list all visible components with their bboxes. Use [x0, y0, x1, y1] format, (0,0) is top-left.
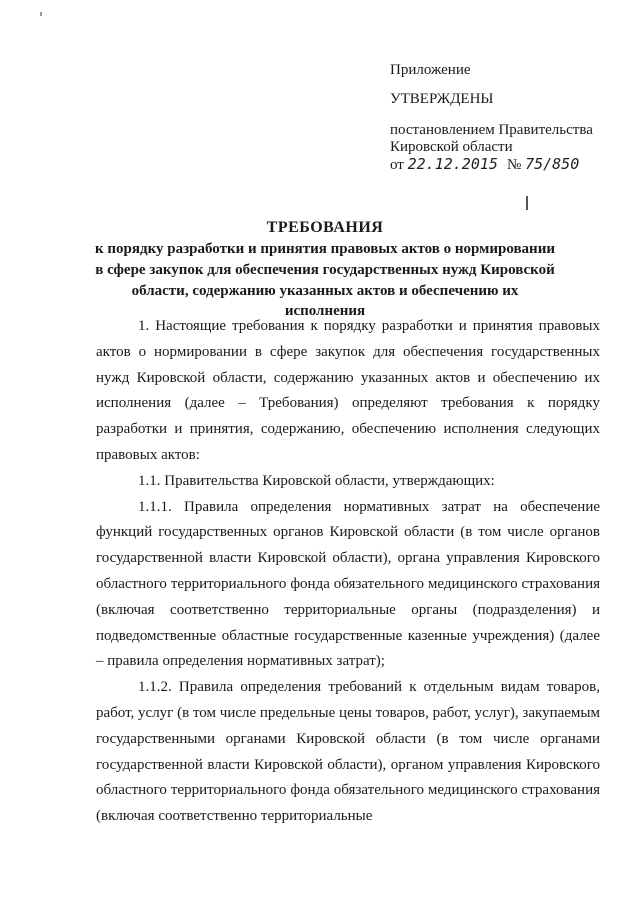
- paragraph-1-1: 1.1. Правительства Кировской области, утверждающих:: [138, 472, 495, 489]
- date-prefix: от: [390, 157, 404, 173]
- pen-stroke-mark: [526, 196, 528, 210]
- paragraph-1: 1. Настоящие требования к порядку разработки и принятия правовых актов о нормировании в сфере закупок для обеспечения государственных нужд Кировской области, содержанию указанных актов и обеспечению их исполнения (далее – Требования) определяют требования к порядку разработки и принятия, содержанию, обеспечению исполнения следующих правовых актов:: [96, 318, 600, 463]
- number-prefix: №: [507, 157, 522, 173]
- paragraph-1-1-1: 1.1.1. Правила определения нормативных затрат на обеспечение функций государственных органов Кировской области (в том числе органов государственной власти Кировской области), органа управления Кировского областного территориального фонда обязательного медицинского страхования (включая соответственно территориальные органы (подразделения) и подведомственные областные государственные казенные учреждения) (далее – правила определения нормативных затрат);: [96, 498, 600, 670]
- document-heading: [90, 218, 560, 321]
- decree-number-handwritten: 75/850: [525, 155, 580, 173]
- subtitle-line-1: к порядку разработки и принятия правовых актов о нормировании: [95, 241, 555, 257]
- subtitle-line-3: области, содержанию указанных актов и обеспечению их исполнения: [131, 283, 519, 319]
- scan-dot: [40, 12, 42, 16]
- appendix-label: Приложение: [390, 62, 471, 78]
- decree-date-line: [390, 156, 620, 174]
- document-title: ТРЕБОВАНИЯ: [266, 219, 384, 236]
- approval-stamp: [390, 62, 620, 174]
- document-body: [96, 314, 600, 830]
- subtitle-line-2: в сфере закупок для обеспечения государственных нужд Кировской: [95, 262, 555, 278]
- approved-by-line1: постановлением Правительства: [390, 122, 593, 138]
- approved-by-line2: Кировской области: [390, 139, 513, 155]
- paragraph-1-1-2: 1.1.2. Правила определения требований к отдельным видам товаров, работ, услуг (в том числе предельные цены товаров, работ, услуг), закупаемым государственными органами Кировской области (в том числе органами государственной власти Кировской области), органом управления Кировского областного территориального фонда обязательного медицинского страхования (включая соответственно территориальные: [96, 679, 600, 825]
- decree-date-handwritten: 22.12.2015: [407, 155, 498, 173]
- approved-label: УТВЕРЖДЕНЫ: [390, 91, 494, 107]
- decree-number: [507, 156, 579, 174]
